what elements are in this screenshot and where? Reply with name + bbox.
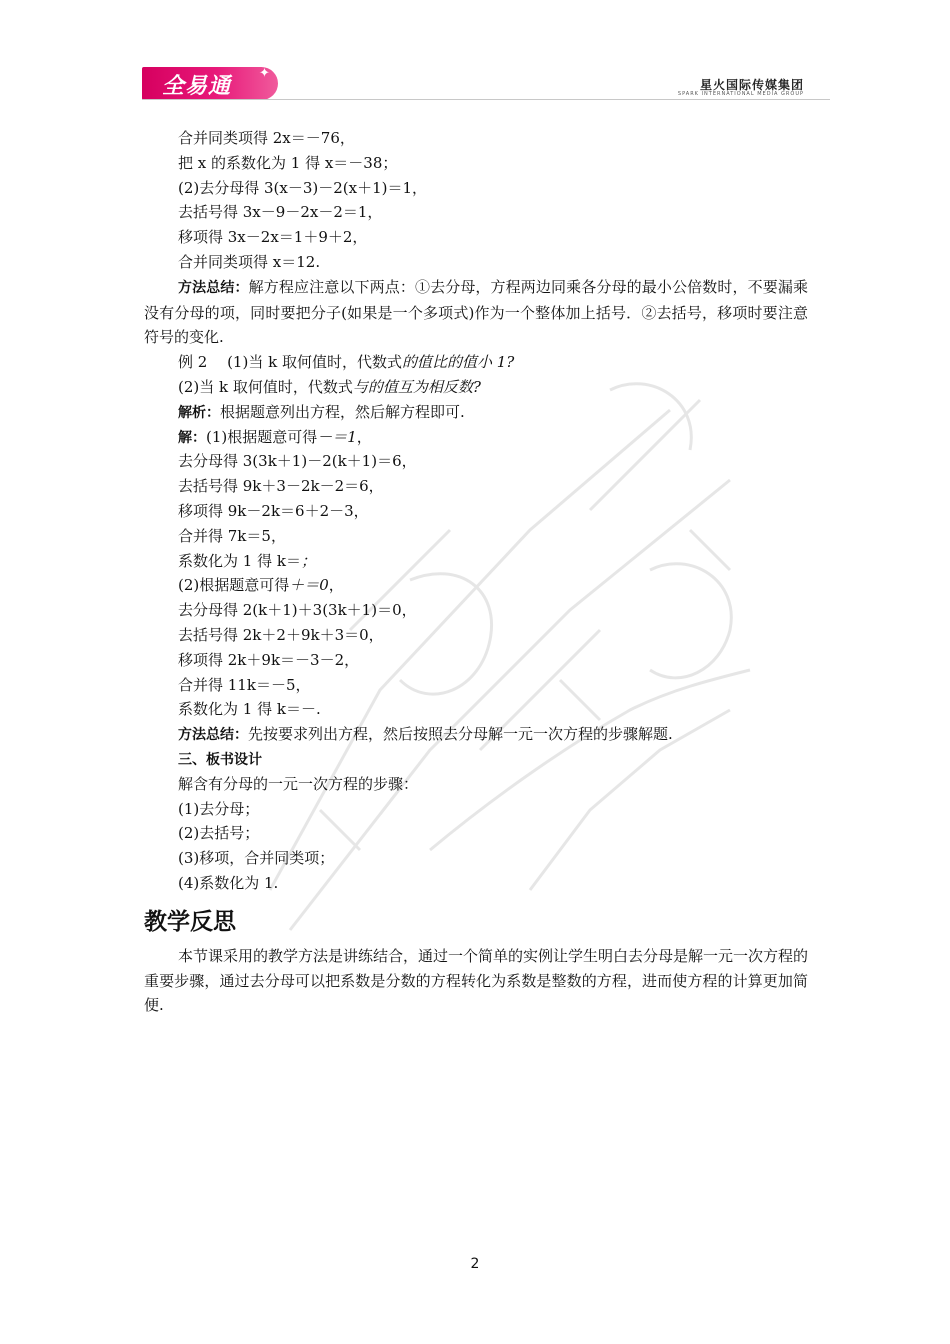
page-number: 2	[470, 1256, 480, 1272]
board-step: (3)移项，合并同类项；	[178, 849, 335, 868]
example-formula: 与的值互为相反数?	[352, 377, 481, 396]
solution-line	[144, 549, 808, 574]
analysis-text: 根据题意列出方程，然后解方程即可.	[220, 402, 465, 421]
summary-label: 方法总结：	[178, 279, 249, 296]
summary-label: 方法总结：	[178, 727, 248, 744]
method-summary-2	[144, 722, 808, 747]
solution-line: 合并得 7k＝5，	[178, 526, 286, 545]
board-step: (4)系数化为 1.	[178, 873, 279, 892]
solution-line: 去分母得 3(3k＋1)－2(k＋1)＝6，	[178, 452, 417, 471]
solution-line: 移项得 2k＋9k＝－3－2，	[178, 650, 360, 669]
solution-text: 系数化为 1 得 k＝	[178, 551, 301, 570]
section-heading	[144, 747, 808, 772]
summary-text: 解方程应注意以下两点：①去分母，方程两边同乘各分母的最小公倍数时，不要漏乘没有分母的项，同时要把分子(如果是一个多项式)作为一个整体加上括号．②去括号，移项时要注意符号的变化.	[144, 277, 808, 347]
punctuation: ，	[328, 576, 344, 595]
page-header	[0, 0, 950, 110]
solution-text: (1)根据题意可得	[206, 427, 318, 446]
board-design-title: 三、板书设计	[178, 751, 262, 768]
solution-line: 去括号得 2k＋2＋9k＋3＝0，	[178, 625, 384, 644]
sparkle-icon: ✦	[259, 66, 270, 81]
example-text: 例 2 (1)当 k 取何值时，代数式	[178, 353, 402, 372]
summary-text: 先按要求列出方程，然后按照去分母解一元一次方程的步骤解题.	[248, 725, 673, 744]
board-step: (2)去括号；	[178, 824, 260, 843]
solution-start	[144, 425, 808, 450]
example-formula: 的值比的值小 1?	[401, 353, 515, 372]
solution-label: 解：	[178, 429, 206, 446]
example-2-part-1	[144, 350, 808, 375]
board-intro: 解含有分母的一元一次方程的步骤：	[178, 774, 419, 793]
reflection-text: 本节课采用的教学方法是讲练结合，通过一个简单的实例让学生明白去分母是解一元一次方程的重要步骤，通过去分母可以把系数是分数的方程转化为系数是整数的方程，进而使方程的计算更加简便.	[144, 946, 809, 1015]
solution-formula: －＝1	[317, 427, 357, 446]
solution-line	[144, 573, 808, 598]
solution-line: 去分母得 2(k＋1)＋3(3k＋1)＝0，	[178, 601, 417, 620]
solution-formula: ；	[300, 551, 316, 570]
example-2-part-2	[144, 375, 808, 400]
reflection-heading: 教学反思	[144, 908, 236, 935]
solution-line: 把 x 的系数化为 1 得 x＝－38；	[178, 153, 398, 172]
solution-line: 去括号得 3x－9－2x－2＝1，	[178, 203, 383, 222]
analysis-line	[144, 400, 808, 425]
main-content	[144, 126, 808, 1018]
solution-line: 合并同类项得 2x＝－76，	[178, 129, 355, 147]
solution-line: (2)去分母得 3(x－3)－2(x＋1)＝1，	[178, 178, 428, 197]
method-summary-1	[144, 275, 808, 350]
solution-line: 移项得 3x－2x＝1＋9＋2，	[178, 228, 368, 247]
solution-line: 移项得 9k－2k＝6＋2－3，	[178, 501, 369, 520]
publisher-name-en: SPARK INTERNATIONAL MEDIA GROUP	[677, 91, 804, 97]
example-text: (2)当 k 取何值时，代数式	[178, 377, 353, 396]
publisher-name: 星火国际传媒集团	[699, 78, 804, 92]
punctuation: ，	[356, 427, 372, 446]
solution-text: (2)根据题意可得	[178, 576, 290, 595]
analysis-label: 解析：	[178, 404, 220, 421]
board-step: (1)去分母；	[178, 799, 260, 818]
solution-line: 系数化为 1 得 k＝－.	[178, 700, 321, 719]
logo-text: 全易通	[162, 74, 232, 99]
solution-line: 合并得 11k＝－5，	[178, 675, 311, 694]
solution-line: 合并同类项得 x＝12.	[178, 252, 321, 271]
solution-line: 去括号得 9k＋3－2k－2＝6，	[178, 477, 384, 496]
header-divider	[142, 99, 830, 100]
solution-formula: ＋＝0	[289, 576, 329, 595]
